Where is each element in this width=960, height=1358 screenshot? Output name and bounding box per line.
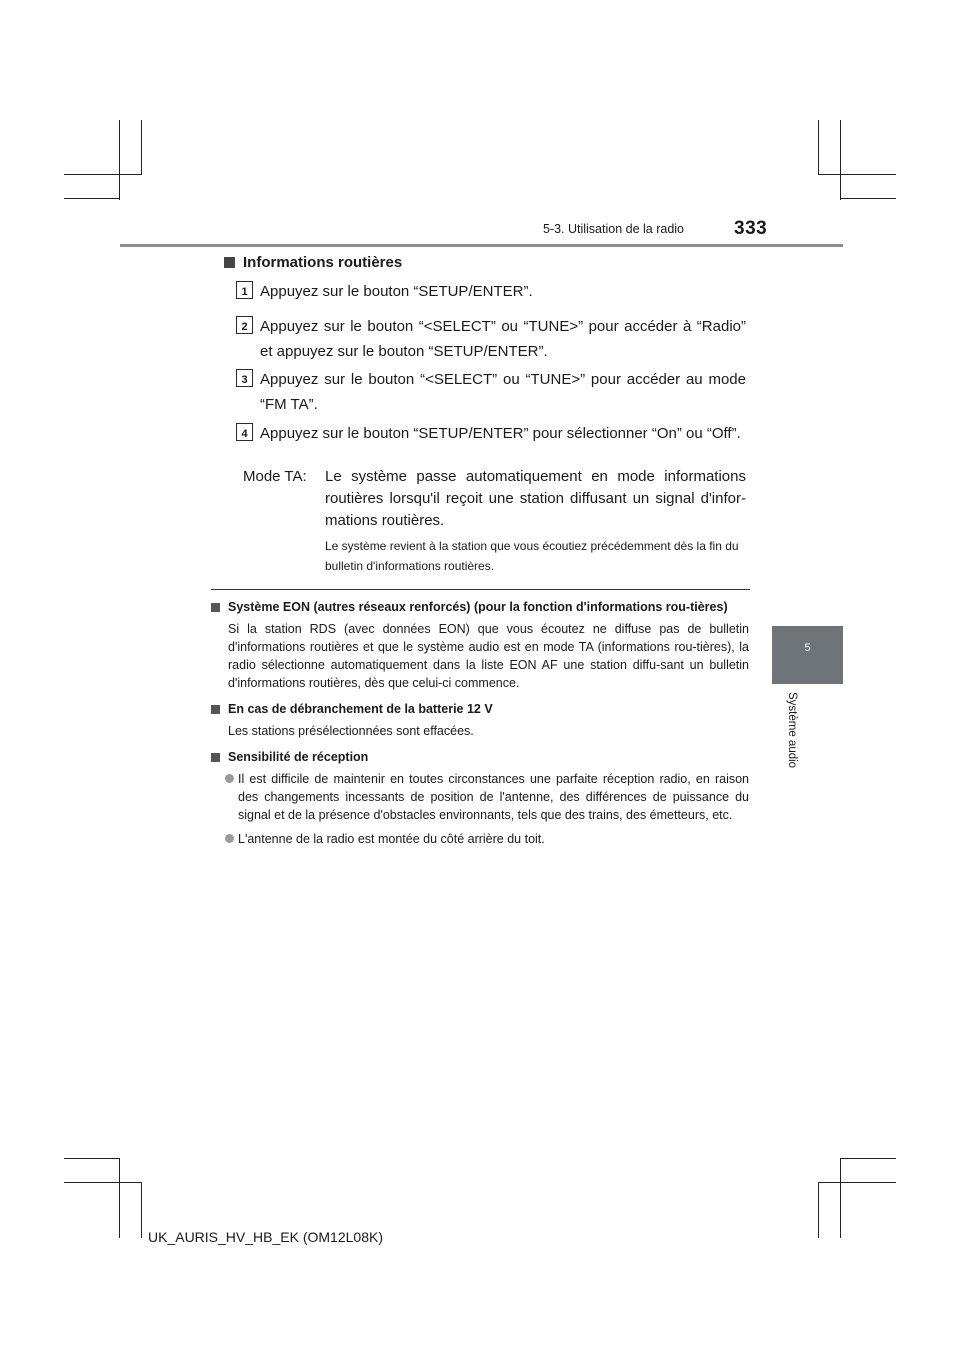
crop-mark bbox=[818, 1183, 819, 1238]
step-1 bbox=[236, 279, 746, 305]
step-text: Appuyez sur le bouton “<SELECT” ou “TUNE>” pour accéder au mode “FM TA”. bbox=[260, 371, 746, 413]
header-rule bbox=[120, 244, 843, 247]
chapter-title: Système audio bbox=[786, 692, 798, 769]
section-title: 5-3. Utilisation de la radio bbox=[542, 222, 684, 236]
crop-mark bbox=[64, 1182, 142, 1183]
crop-mark bbox=[64, 198, 120, 199]
mode-label: Mode TA: bbox=[243, 468, 307, 485]
note-title: En cas de débranchement de la batterie 12 V bbox=[211, 700, 749, 718]
step-2 bbox=[236, 314, 746, 366]
bullet-text: L'antenne de la radio est montée du côté arrière du toit. bbox=[238, 832, 545, 846]
square-bullet-icon bbox=[224, 257, 235, 268]
step-text: Appuyez sur le bouton “SETUP/ENTER” pour sélectionner “On” ou “Off”. bbox=[260, 425, 741, 442]
page-number: 333 bbox=[734, 218, 768, 239]
crop-mark bbox=[840, 198, 896, 199]
crop-mark bbox=[141, 1183, 142, 1238]
bullet-dot-icon bbox=[225, 774, 234, 783]
chapter-tab bbox=[772, 626, 843, 684]
crop-mark bbox=[119, 1158, 120, 1238]
crop-mark bbox=[64, 174, 142, 175]
crop-mark bbox=[818, 120, 819, 175]
note-title: Sensibilité de réception bbox=[211, 748, 749, 766]
note-body: Les stations présélectionnées sont effacées. bbox=[228, 724, 474, 738]
section-divider bbox=[211, 589, 750, 590]
chapter-caption bbox=[768, 692, 828, 812]
note-body: Si la station RDS (avec données EON) que vous écoutez ne diffuse pas de bulletin d'informations routières et que le système audio est en mode TA (informations rou-tières), la radio sélectionne automatiquement dans la liste EON AF une station diffu-sant un bulletin d'informations routières, dès que celui-ci commence. bbox=[228, 622, 749, 690]
chapter-number: 5 bbox=[804, 642, 811, 654]
step-3 bbox=[236, 367, 746, 419]
step-text: Appuyez sur le bouton “<SELECT” ou “TUNE>” pour accéder à “Radio” et appuyez sur le bouton “SETUP/ENTER”. bbox=[260, 318, 746, 360]
note-eon bbox=[211, 598, 749, 692]
crop-mark bbox=[840, 120, 841, 200]
note-reception bbox=[211, 748, 749, 848]
note-title: Système EON (autres réseaux renforcés) (pour la fonction d'informations rou-tières) bbox=[211, 598, 749, 616]
document-code: UK_AURIS_HV_HB_EK (OM12L08K) bbox=[148, 1229, 383, 1245]
step-number-badge: 2 bbox=[236, 316, 253, 334]
crop-mark bbox=[818, 174, 896, 175]
crop-mark bbox=[840, 1158, 841, 1238]
mode-note: Le système revient à la station que vous écoutiez précédemment dès la fin du bulletin d'informations routières. bbox=[325, 539, 739, 573]
bullet-item bbox=[211, 830, 749, 848]
bullet-dot-icon bbox=[225, 834, 234, 843]
step-number-badge: 1 bbox=[236, 281, 253, 299]
step-number-badge: 3 bbox=[236, 369, 253, 387]
note-battery bbox=[211, 700, 749, 740]
bullet-text: Il est difficile de maintenir en toutes circonstances une parfaite réception radio, en raison des changements incessants de position de l'antenne, des différences de puissance du signal et de la présence d'obstacles environnants, tels que des trains, des émetteurs, etc. bbox=[238, 772, 749, 822]
crop-mark bbox=[840, 1158, 896, 1159]
crop-mark bbox=[141, 120, 142, 175]
bullet-item bbox=[211, 770, 749, 824]
notes-section bbox=[211, 598, 749, 848]
step-number-badge: 4 bbox=[236, 423, 253, 441]
step-text: Appuyez sur le bouton “SETUP/ENTER”. bbox=[260, 283, 533, 300]
section-heading bbox=[224, 254, 402, 271]
crop-mark bbox=[119, 120, 120, 200]
heading-text: Informations routières bbox=[243, 254, 403, 271]
crop-mark bbox=[818, 1182, 896, 1183]
mode-description: Le système passe automatiquement en mode informations routières lorsqu'il reçoit une station diffusant un signal d'infor-mations routières. bbox=[325, 468, 746, 529]
crop-mark bbox=[64, 1158, 120, 1159]
